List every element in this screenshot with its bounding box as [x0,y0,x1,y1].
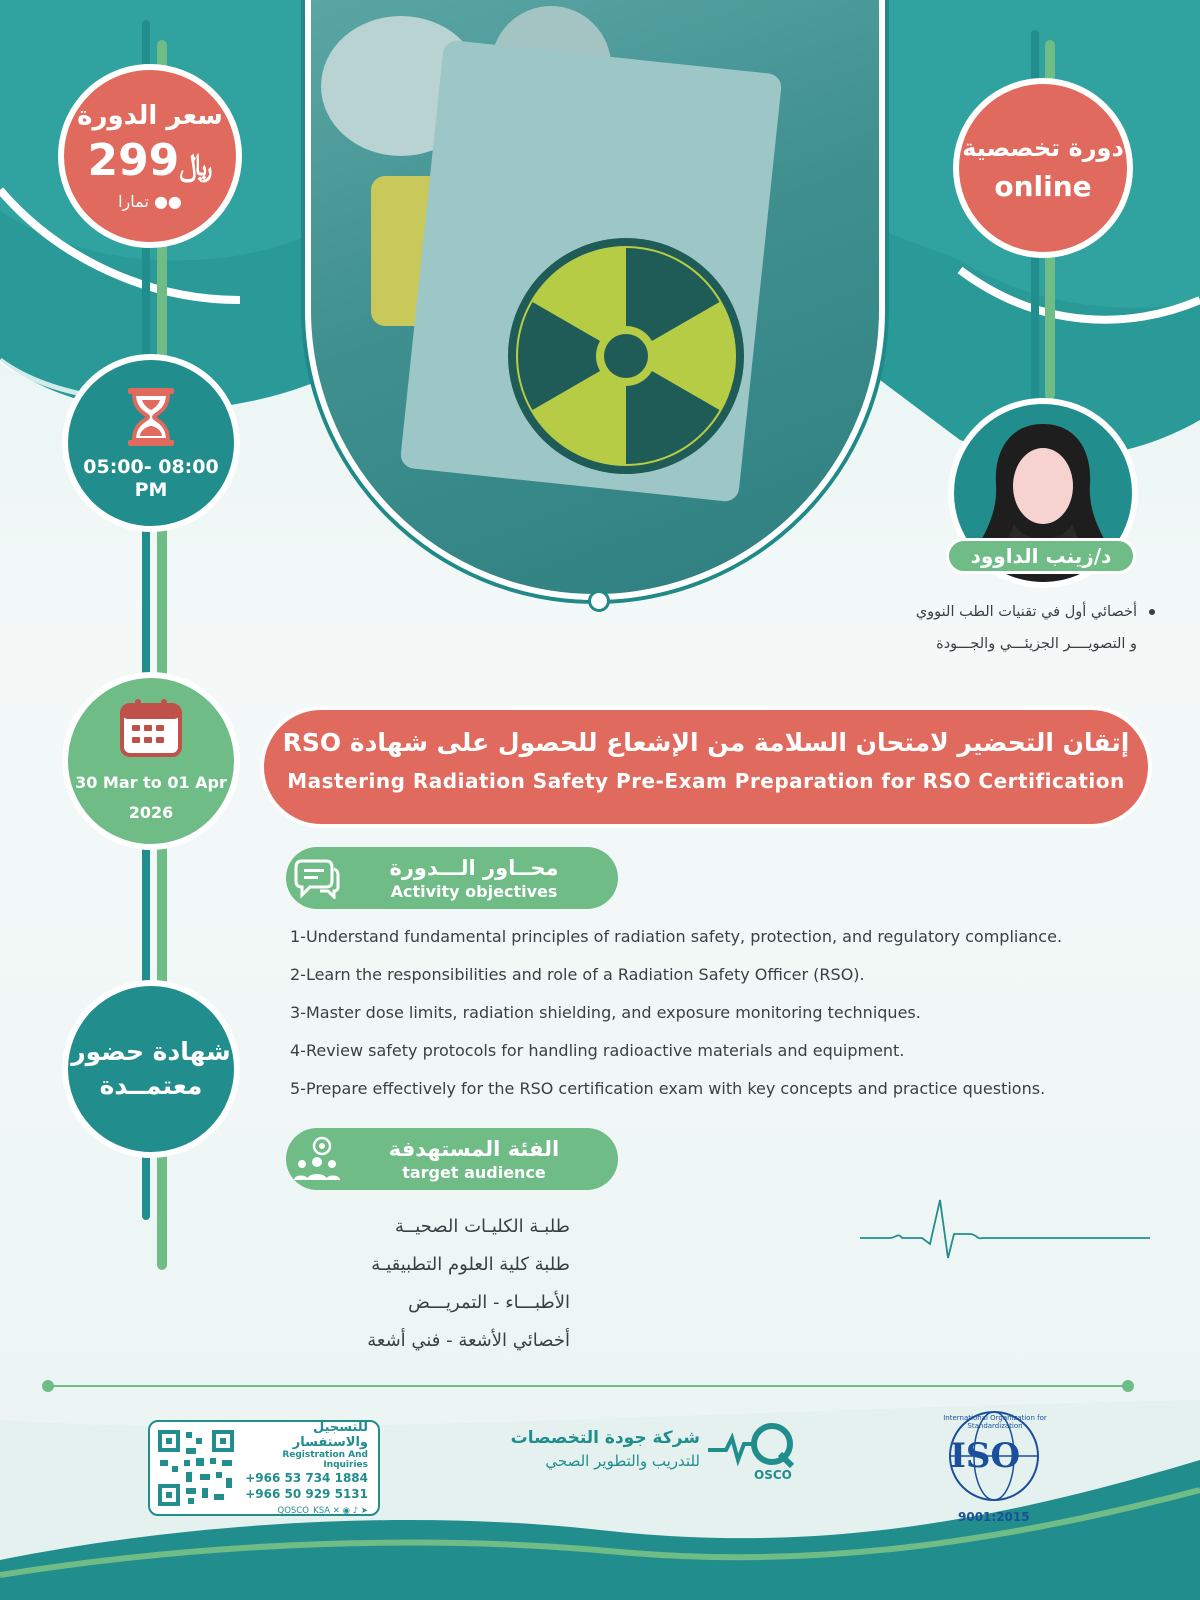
mode-value: online [994,169,1092,203]
list-item: طلبـة الكليـات الصحيــة [395,1216,570,1237]
footer-divider [48,1385,1132,1387]
qosco-pulse-icon [708,1420,808,1470]
bio-line-2: و التصويــــر الجزيئـــي والجـــودة [936,636,1137,652]
phone-1[interactable]: +966 53 734 1884 [245,1471,368,1485]
registration-title: للتسجيل والاستفسار [292,1420,368,1450]
audience-header-text [348,1137,618,1182]
list-item: أخصائي الأشعة - فني أشعة [367,1330,570,1351]
iso-logo [934,1408,1054,1528]
price-label: سعر الدورة [77,101,223,131]
registration-info [236,1420,372,1516]
objectives-header [286,847,618,909]
price-value: 299 [87,135,180,186]
objectives-header-arabic: محــاور الـــدورة [389,855,559,880]
audience-header-english: target audience [402,1162,546,1182]
certificate-badge [62,980,240,1158]
qosco-logo-text: OSCO [754,1468,792,1482]
objectives-list [290,918,1150,1108]
phone-2[interactable]: +966 50 929 5131 [245,1487,368,1501]
social-handle[interactable] [236,1506,368,1516]
course-title [260,706,1152,828]
radiation-trefoil-icon [506,236,746,476]
mode-badge [953,78,1133,258]
footer-dot-left [42,1380,54,1392]
riyal-symbol: ﷼ [179,148,213,183]
registration-box [148,1420,380,1516]
company-name: شركة جودة التخصصات [510,1428,700,1448]
social-handle-text: QOSCO_KSA [277,1506,331,1516]
certificate-line1: شهادة حضور [71,1037,231,1066]
hero-bottom-dot [588,590,610,612]
date-range [75,768,227,828]
course-title-arabic: إتقان التحضير لامتحان السلامة من الإشعاع للحصول على شهادة RSO [282,728,1130,757]
list-item: 2-Learn the responsibilities and role of a Radiation Safety Officer (RSO). [290,965,865,984]
instructor-bio [840,596,1155,660]
footer-dot-right [1122,1380,1134,1392]
calendar-icon [118,694,184,760]
hourglass-icon [118,384,184,450]
qosco-logo [708,1420,808,1490]
list-item: 3-Master dose limits, radiation shielding, and exposure monitoring techniques. [290,1003,921,1022]
audience-header [286,1128,618,1190]
mode-label: دورة تخصصية [962,133,1124,162]
time-range: 05:00- 08:00 PM [83,456,219,501]
iso-standard: 9001:2015 [958,1510,1030,1524]
bio-text-1: أخصائي أول في تقنيات الطب النووي [915,604,1137,620]
registration-subtitle: Registration And Inquiries [282,1450,368,1470]
date-days: 30 Mar to 01 Apr [75,773,227,792]
iso-org-text: International Organization for Standardization [943,1414,1047,1430]
heartbeat-line-icon [860,1198,1150,1268]
company-desc: للتدريب والتطوير الصحي [545,1452,700,1470]
company-info [500,1428,700,1470]
social-icons: ✕ ◉ ♪ ➤ [332,1506,368,1516]
target-group-icon [286,1128,348,1190]
iso-word: ISO [950,1436,1021,1476]
qr-code-icon[interactable] [156,1428,236,1508]
list-item: الأطبـــاء - التمريـــض [408,1292,570,1313]
certificate-line2: معتمــدة [99,1071,203,1100]
hero-photo [305,0,885,600]
list-item: 1-Understand fundamental principles of radiation safety, protection, and regulatory compliance. [290,927,1063,946]
objectives-header-text [348,856,618,901]
audience-header-arabic: الفئة المستهدفة [388,1136,560,1161]
audience-list [320,1208,570,1360]
time-badge [62,354,240,532]
chat-bubbles-icon [286,847,348,909]
date-year: 2026 [128,803,174,822]
bio-line-1 [840,596,1155,628]
date-badge [62,672,240,850]
price-badge [58,64,242,248]
tamara-text: تمارا [118,192,149,211]
list-item: 4-Review safety protocols for handling radioactive materials and equipment. [290,1041,905,1060]
objectives-header-english: Activity objectives [390,881,558,901]
list-item: 5-Prepare effectively for the RSO certification exam with key concepts and practice questions. [290,1079,1046,1098]
tamara-logo: تمارا ●● [118,192,182,211]
list-item: طلبة كلية العلوم التطبيقيـة [371,1254,570,1275]
instructor-name: د/زينب الداوود [946,538,1136,574]
price-amount [87,135,212,186]
bullet-icon [1149,609,1155,615]
course-title-english: Mastering Radiation Safety Pre-Exam Preparation for RSO Certification [287,769,1125,793]
